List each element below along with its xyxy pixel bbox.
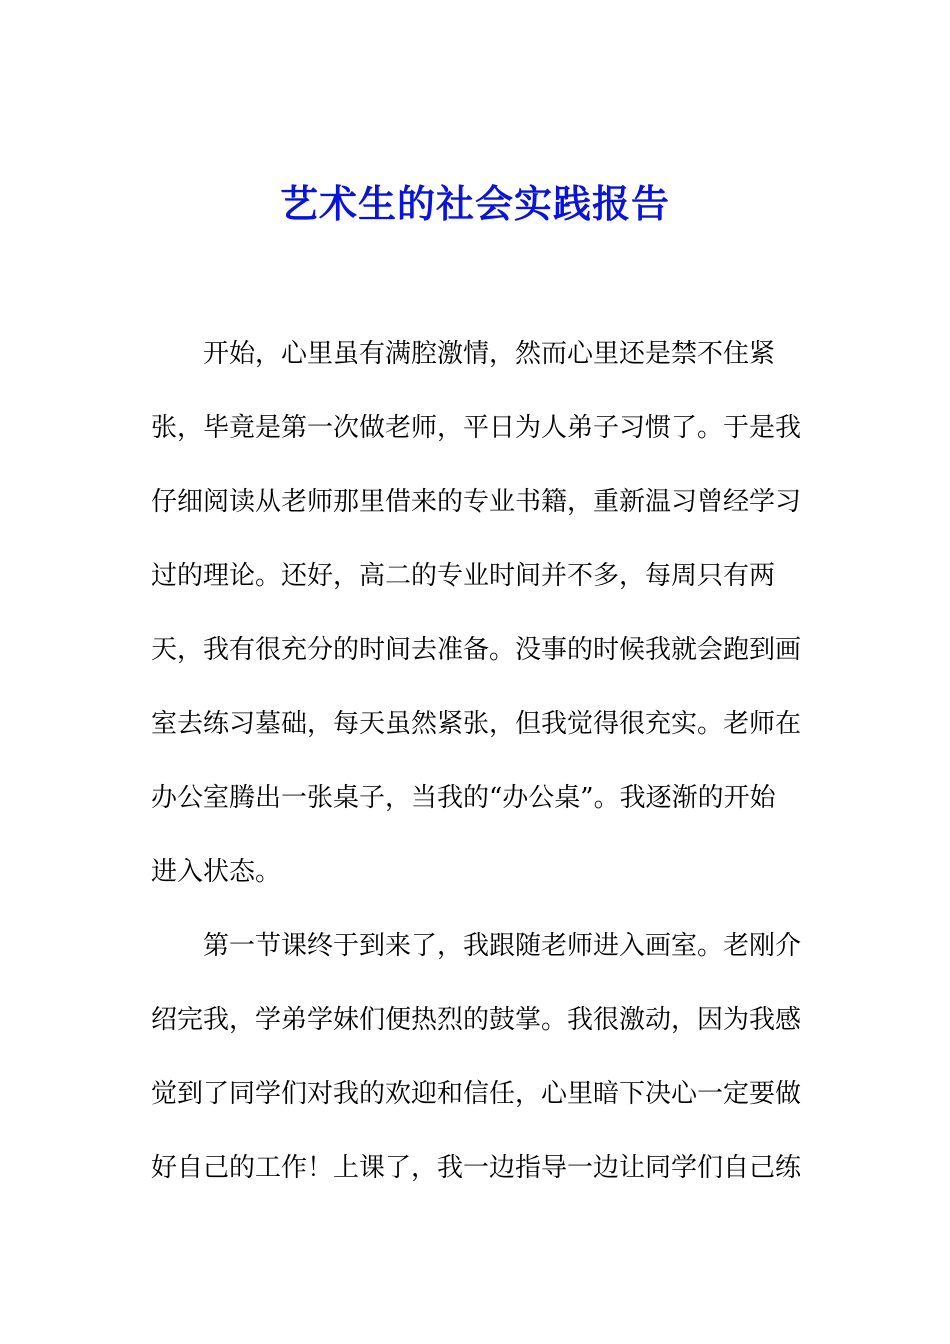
paragraph-1-line-5: 天，我有很充分的时间去准备。没事的时候我就会跑到画 [151,635,802,665]
paragraph-1-line-2: 张，毕竟是第一次做老师，平日为人弟子习惯了。于是我 [151,413,802,443]
paragraph-2-line-2: 绍完我，学弟学妹们便热烈的鼓掌。我很激动，因为我感 [151,1005,802,1035]
paragraph-1-line-1: 开始，心里虽有满腔激情，然而心里还是禁不住紧 [203,339,776,369]
paragraph-1-line-8: 进入状态。 [151,857,282,887]
document-title: 艺术生的社会实践报告 [279,181,670,226]
paragraph-2-line-4: 好自己的工作！上课了，我一边指导一边让同学们自己练 [151,1153,802,1183]
paragraph-2-line-3: 觉到了同学们对我的欢迎和信任，心里暗下决心一定要做 [151,1079,802,1109]
paragraph-1-line-4: 过的理论。还好，高二的专业时间并不多，每周只有两 [151,561,776,591]
paragraph-1-line-6: 室去练习墓础，每天虽然紧张，但我觉得很充实。老师在 [151,709,802,739]
document-body [151,330,801,1218]
paragraph-1-line-3: 仔细阅读从老师那里借来的专业书籍，重新温习曾经学习 [151,487,802,517]
paragraph-2-line-1: 第一节课终于到来了，我跟随老师进入画室。老刚介 [203,931,802,961]
paragraph-1-line-7: 办公室腾出一张桌子，当我的“办公桌”。我逐渐的开始 [151,783,776,813]
